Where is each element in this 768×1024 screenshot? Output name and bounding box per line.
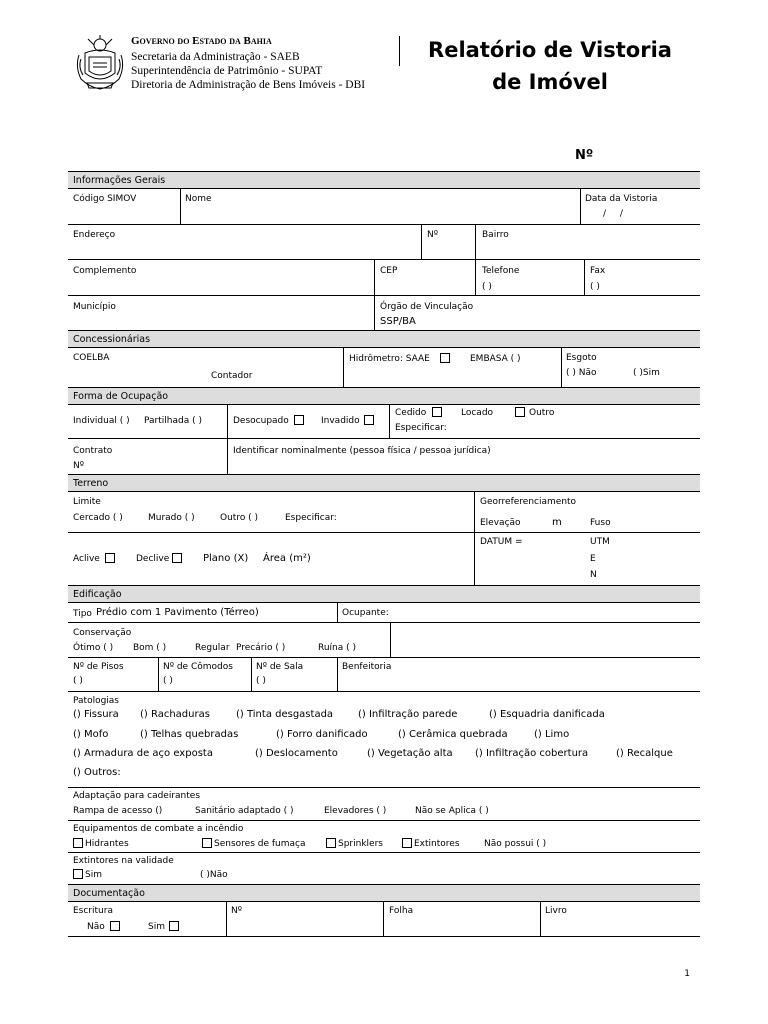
bahia-seal-icon: [73, 35, 127, 91]
row-equipamentos: [68, 821, 700, 853]
pat-ceramica-quebrada[interactable]: () Cerâmica quebrada: [398, 729, 508, 740]
coat-of-arms: [73, 35, 127, 91]
label-cep: CEP: [380, 266, 398, 276]
option-plano[interactable]: Plano (X): [203, 553, 249, 564]
label-utm-n: N: [590, 570, 597, 580]
label-coelba: COELBA: [73, 353, 110, 363]
label-municipio: Município: [73, 302, 116, 312]
label-data-vistoria: Data da Vistoria: [585, 194, 658, 204]
row-contrato: [68, 439, 700, 474]
gov-title: Governo do Estado da Bahia: [131, 35, 272, 47]
label-regular[interactable]: Regular: [195, 643, 230, 653]
cell-numero[interactable]: [421, 225, 475, 259]
cell-hidrometro: [343, 348, 561, 387]
header-divider: [399, 36, 400, 66]
pat-limo[interactable]: () Limo: [534, 729, 570, 740]
pat-vegetacao-alta[interactable]: () Vegetação alta: [367, 748, 453, 759]
cell-escritura: [68, 902, 226, 936]
label-limite: Limite: [73, 497, 101, 507]
cell-limite-topografia: [68, 492, 474, 585]
label-hidrometro-saae: Hidrômetro: SAAE: [349, 354, 430, 364]
pisos-value: ( ): [73, 676, 83, 686]
data-vistoria-slashes: / /: [603, 209, 623, 219]
cell-contrato[interactable]: [68, 439, 227, 474]
cell-municipio[interactable]: [68, 296, 374, 330]
label-numero-pisos: Nº de Pisos: [73, 662, 124, 672]
checkbox-escritura-nao[interactable]: [110, 921, 120, 931]
row-pisos-comodos: [68, 658, 700, 692]
label-escritura-sim: Sim: [148, 922, 165, 932]
label-conservacao: Conservação: [73, 628, 132, 638]
section-edificacao: Edificação: [68, 585, 700, 603]
header-line-dbi: Diretoria de Administração de Bens Imóveis - DBI: [131, 79, 366, 91]
section-concessionarias: Concessionárias: [68, 330, 700, 348]
section-informacoes-gerais: Informações Gerais: [68, 171, 700, 189]
label-telefone: Telefone: [482, 266, 520, 276]
label-declive: Declive: [136, 554, 170, 564]
sala-value: ( ): [256, 676, 266, 686]
label-hidrantes: Hidrantes: [85, 839, 129, 849]
label-utm-e: E: [590, 554, 596, 564]
label-equipamentos-incendio: Equipamentos de combate a incêndio: [73, 824, 244, 834]
checkbox-outro[interactable]: [515, 407, 525, 417]
label-elevacao-unidade: m: [552, 517, 562, 528]
pat-outros[interactable]: () Outros:: [73, 767, 121, 778]
row-endereco: [68, 225, 700, 260]
comodos-value: ( ): [163, 676, 173, 686]
label-ocupante: Ocupante:: [342, 608, 389, 618]
option-nao-se-aplica[interactable]: Não se Aplica ( ): [415, 806, 489, 816]
checkbox-saae[interactable]: [440, 353, 450, 363]
cell-identificar[interactable]: [227, 439, 700, 474]
option-murado[interactable]: Murado ( ): [148, 513, 195, 523]
pat-fissura[interactable]: () Fissura: [73, 709, 119, 720]
label-complemento: Complemento: [73, 266, 137, 276]
fax-ddd: ( ): [590, 282, 600, 292]
label-desocupado: Desocupado: [233, 416, 289, 426]
label-utm: UTM: [590, 537, 610, 547]
checkbox-declive[interactable]: [172, 553, 182, 563]
cell-sala[interactable]: [251, 658, 337, 691]
checkbox-aclive[interactable]: [105, 553, 115, 563]
inspection-form: [68, 171, 700, 937]
cell-comodos[interactable]: [158, 658, 251, 691]
label-tipo: Tipo: [73, 609, 92, 619]
cell-folha[interactable]: [383, 902, 540, 936]
cell-endereco[interactable]: [68, 225, 421, 259]
pat-forro-danificado[interactable]: () Forro danificado: [276, 729, 368, 740]
row-codigo-nome: [68, 189, 700, 225]
cell-escritura-numero[interactable]: [226, 902, 383, 936]
label-cedido: Cedido: [395, 408, 427, 418]
section-terreno: Terreno: [68, 474, 700, 492]
label-extintores-sim: Sim: [85, 870, 102, 880]
label-contador: Contador: [211, 371, 253, 381]
option-esgoto-sim[interactable]: ( )Sim: [633, 368, 660, 378]
cell-fax[interactable]: [584, 260, 700, 295]
label-datum: DATUM =: [480, 537, 523, 547]
cell-orgao-vinculacao[interactable]: [374, 296, 700, 330]
label-esgoto: Esgoto: [566, 353, 597, 363]
checkbox-escritura-sim[interactable]: [169, 921, 179, 931]
pat-tinta-desgastada[interactable]: () Tinta desgastada: [236, 709, 334, 720]
checkbox-extintores-sim[interactable]: [73, 869, 83, 879]
header-line-supat: Superintendência de Patrimônio - SUPAT: [131, 65, 323, 77]
telefone-ddd: ( ): [482, 282, 492, 292]
option-cercado[interactable]: Cercado ( ): [73, 513, 123, 523]
label-codigo-simov: Código SIMOV: [73, 194, 137, 204]
cell-cedido-locado-outro: [389, 405, 700, 438]
cell-complemento[interactable]: [68, 260, 374, 295]
row-extintores-validade: [68, 853, 700, 884]
section-documentacao: Documentação: [68, 884, 700, 902]
label-georreferenciamento: Georreferenciamento: [480, 497, 577, 507]
label-numero-sala: Nº de Sala: [256, 662, 304, 672]
option-elevadores[interactable]: Elevadores ( ): [324, 806, 387, 816]
cell-data-vistoria[interactable]: [580, 189, 700, 224]
cell-bairro[interactable]: [475, 225, 700, 259]
checkbox-extintores[interactable]: [402, 838, 412, 848]
pat-deslocamento[interactable]: () Deslocamento: [255, 748, 338, 759]
label-orgao-vinculacao: Órgão de Vinculação: [380, 302, 474, 312]
cell-livro[interactable]: [540, 902, 700, 936]
label-sensores-fumaca: Sensores de fumaça: [214, 839, 306, 849]
option-precario[interactable]: Precário ( ): [236, 643, 286, 653]
pat-mofo[interactable]: () Mofo: [73, 729, 109, 740]
cell-benfeitoria[interactable]: [337, 658, 700, 691]
label-extintores: Extintores: [414, 839, 460, 849]
checkbox-invadido[interactable]: [364, 415, 374, 425]
checkbox-sensores-fumaca[interactable]: [202, 838, 212, 848]
label-contrato: Contrato: [73, 446, 113, 456]
label-numero-comodos: Nº de Cômodos: [163, 662, 233, 672]
doc-title-2: de Imóvel: [492, 70, 608, 94]
cell-georreferenciamento: [474, 492, 700, 585]
label-extintores-validade: Extintores na validade: [73, 856, 174, 866]
cell-pisos[interactable]: [68, 658, 158, 691]
pat-recalque[interactable]: () Recalque: [616, 748, 673, 759]
label-invadido: Invadido: [321, 416, 360, 426]
pat-infiltracao-parede[interactable]: () Infiltração parede: [358, 709, 458, 720]
cell-conservacao-obs[interactable]: [390, 623, 700, 657]
checkbox-sprinklers[interactable]: [326, 838, 336, 848]
tipo-value: Prédio com 1 Pavimento (Térreo): [96, 607, 259, 618]
option-rampa-acesso[interactable]: Rampa de acesso (): [73, 806, 163, 816]
label-patologias: Patologias: [73, 696, 119, 706]
label-elevacao: Elevação: [480, 518, 521, 528]
label-contrato-numero: Nº: [73, 461, 84, 471]
orgao-vinculacao-value: SSP/BA: [380, 316, 416, 327]
cell-esgoto: [561, 348, 700, 387]
label-numero: Nº: [427, 230, 438, 240]
row-concessionarias: [68, 348, 700, 387]
cell-nome[interactable]: [180, 189, 580, 224]
label-adaptacao-cadeirantes: Adaptação para cadeirantes: [73, 791, 201, 801]
checkbox-cedido[interactable]: [432, 407, 442, 417]
terreno-divider: [68, 532, 474, 533]
label-identificar-nominalmente: Identificar nominalmente (pessoa física / pessoa jurídica): [233, 446, 491, 456]
option-outro-limite[interactable]: Outro ( ): [220, 513, 259, 523]
option-bom[interactable]: Bom ( ): [133, 643, 167, 653]
label-fax: Fax: [590, 266, 606, 276]
label-area-m2: Área (m²): [263, 553, 311, 564]
option-esgoto-nao[interactable]: ( ) Não: [566, 368, 597, 378]
checkbox-hidrantes[interactable]: [73, 838, 83, 848]
label-fuso: Fuso: [590, 518, 611, 528]
label-escritura: Escritura: [73, 906, 113, 916]
pat-rachaduras[interactable]: () Rachaduras: [140, 709, 210, 720]
option-extintores-nao[interactable]: ( )Não: [200, 870, 228, 880]
label-escritura-numero: Nº: [231, 906, 242, 916]
cell-tipo[interactable]: [68, 603, 337, 622]
cell-coelba[interactable]: [68, 348, 343, 387]
cell-telefone[interactable]: [475, 260, 584, 295]
cell-individual-partilhada: [68, 405, 227, 438]
label-folha: Folha: [389, 906, 414, 916]
label-livro: Livro: [545, 906, 567, 916]
page-number: 1: [684, 969, 690, 979]
label-escritura-nao: Não: [87, 922, 105, 932]
label-aclive: Aclive: [73, 554, 100, 564]
option-partilhada[interactable]: Partilhada ( ): [144, 416, 202, 426]
label-bairro: Bairro: [482, 230, 509, 240]
label-ocupacao-especificar: Especificar:: [395, 423, 447, 433]
cell-codigo-simov[interactable]: [68, 189, 180, 224]
pat-esquadria-danificada[interactable]: () Esquadria danificada: [489, 709, 605, 720]
option-nao-possui[interactable]: Não possui ( ): [484, 839, 547, 849]
label-sprinklers: Sprinklers: [338, 839, 383, 849]
header-line-saeb: Secretaria da Administração - SAEB: [131, 51, 300, 63]
row-terreno: [68, 492, 700, 585]
cell-cep[interactable]: [374, 260, 475, 295]
option-ruina[interactable]: Ruína ( ): [318, 643, 357, 653]
row-documentacao: [68, 902, 700, 937]
report-number-label: Nº: [575, 148, 594, 163]
option-sanitario-adaptado[interactable]: Sanitário adaptado ( ): [195, 806, 294, 816]
option-individual[interactable]: Individual ( ): [73, 416, 130, 426]
pat-armadura-exposta[interactable]: () Armadura de aço exposta: [73, 748, 213, 759]
section-forma-ocupacao: Forma de Ocupação: [68, 387, 700, 405]
cell-ocupante[interactable]: [337, 603, 700, 622]
row-conservacao: [68, 623, 700, 658]
label-locado: Locado: [461, 408, 494, 418]
label-nome: Nome: [185, 194, 212, 204]
pat-infiltracao-cobertura[interactable]: () Infiltração cobertura: [475, 748, 589, 759]
label-endereco: Endereço: [73, 230, 116, 240]
checkbox-desocupado[interactable]: [294, 415, 304, 425]
pat-telhas-quebradas[interactable]: () Telhas quebradas: [140, 729, 239, 740]
georef-divider: [475, 532, 700, 533]
label-embasa[interactable]: EMBASA ( ): [470, 354, 521, 364]
label-outro: Outro: [529, 408, 555, 418]
row-tipo-ocupante: [68, 603, 700, 623]
row-ocupacao: [68, 405, 700, 439]
row-patologias: [68, 692, 700, 788]
cell-conservacao: [68, 623, 390, 657]
row-complemento: [68, 260, 700, 296]
option-otimo[interactable]: Ótimo ( ): [73, 643, 114, 653]
label-terreno-especificar: Especificar:: [285, 513, 337, 523]
doc-title-1: Relatório de Vistoria: [428, 38, 672, 62]
row-municipio: [68, 296, 700, 330]
row-adaptacao: [68, 788, 700, 821]
label-benfeitoria: Benfeitoria: [342, 662, 392, 672]
cell-desocupado-invadido: [227, 405, 389, 438]
